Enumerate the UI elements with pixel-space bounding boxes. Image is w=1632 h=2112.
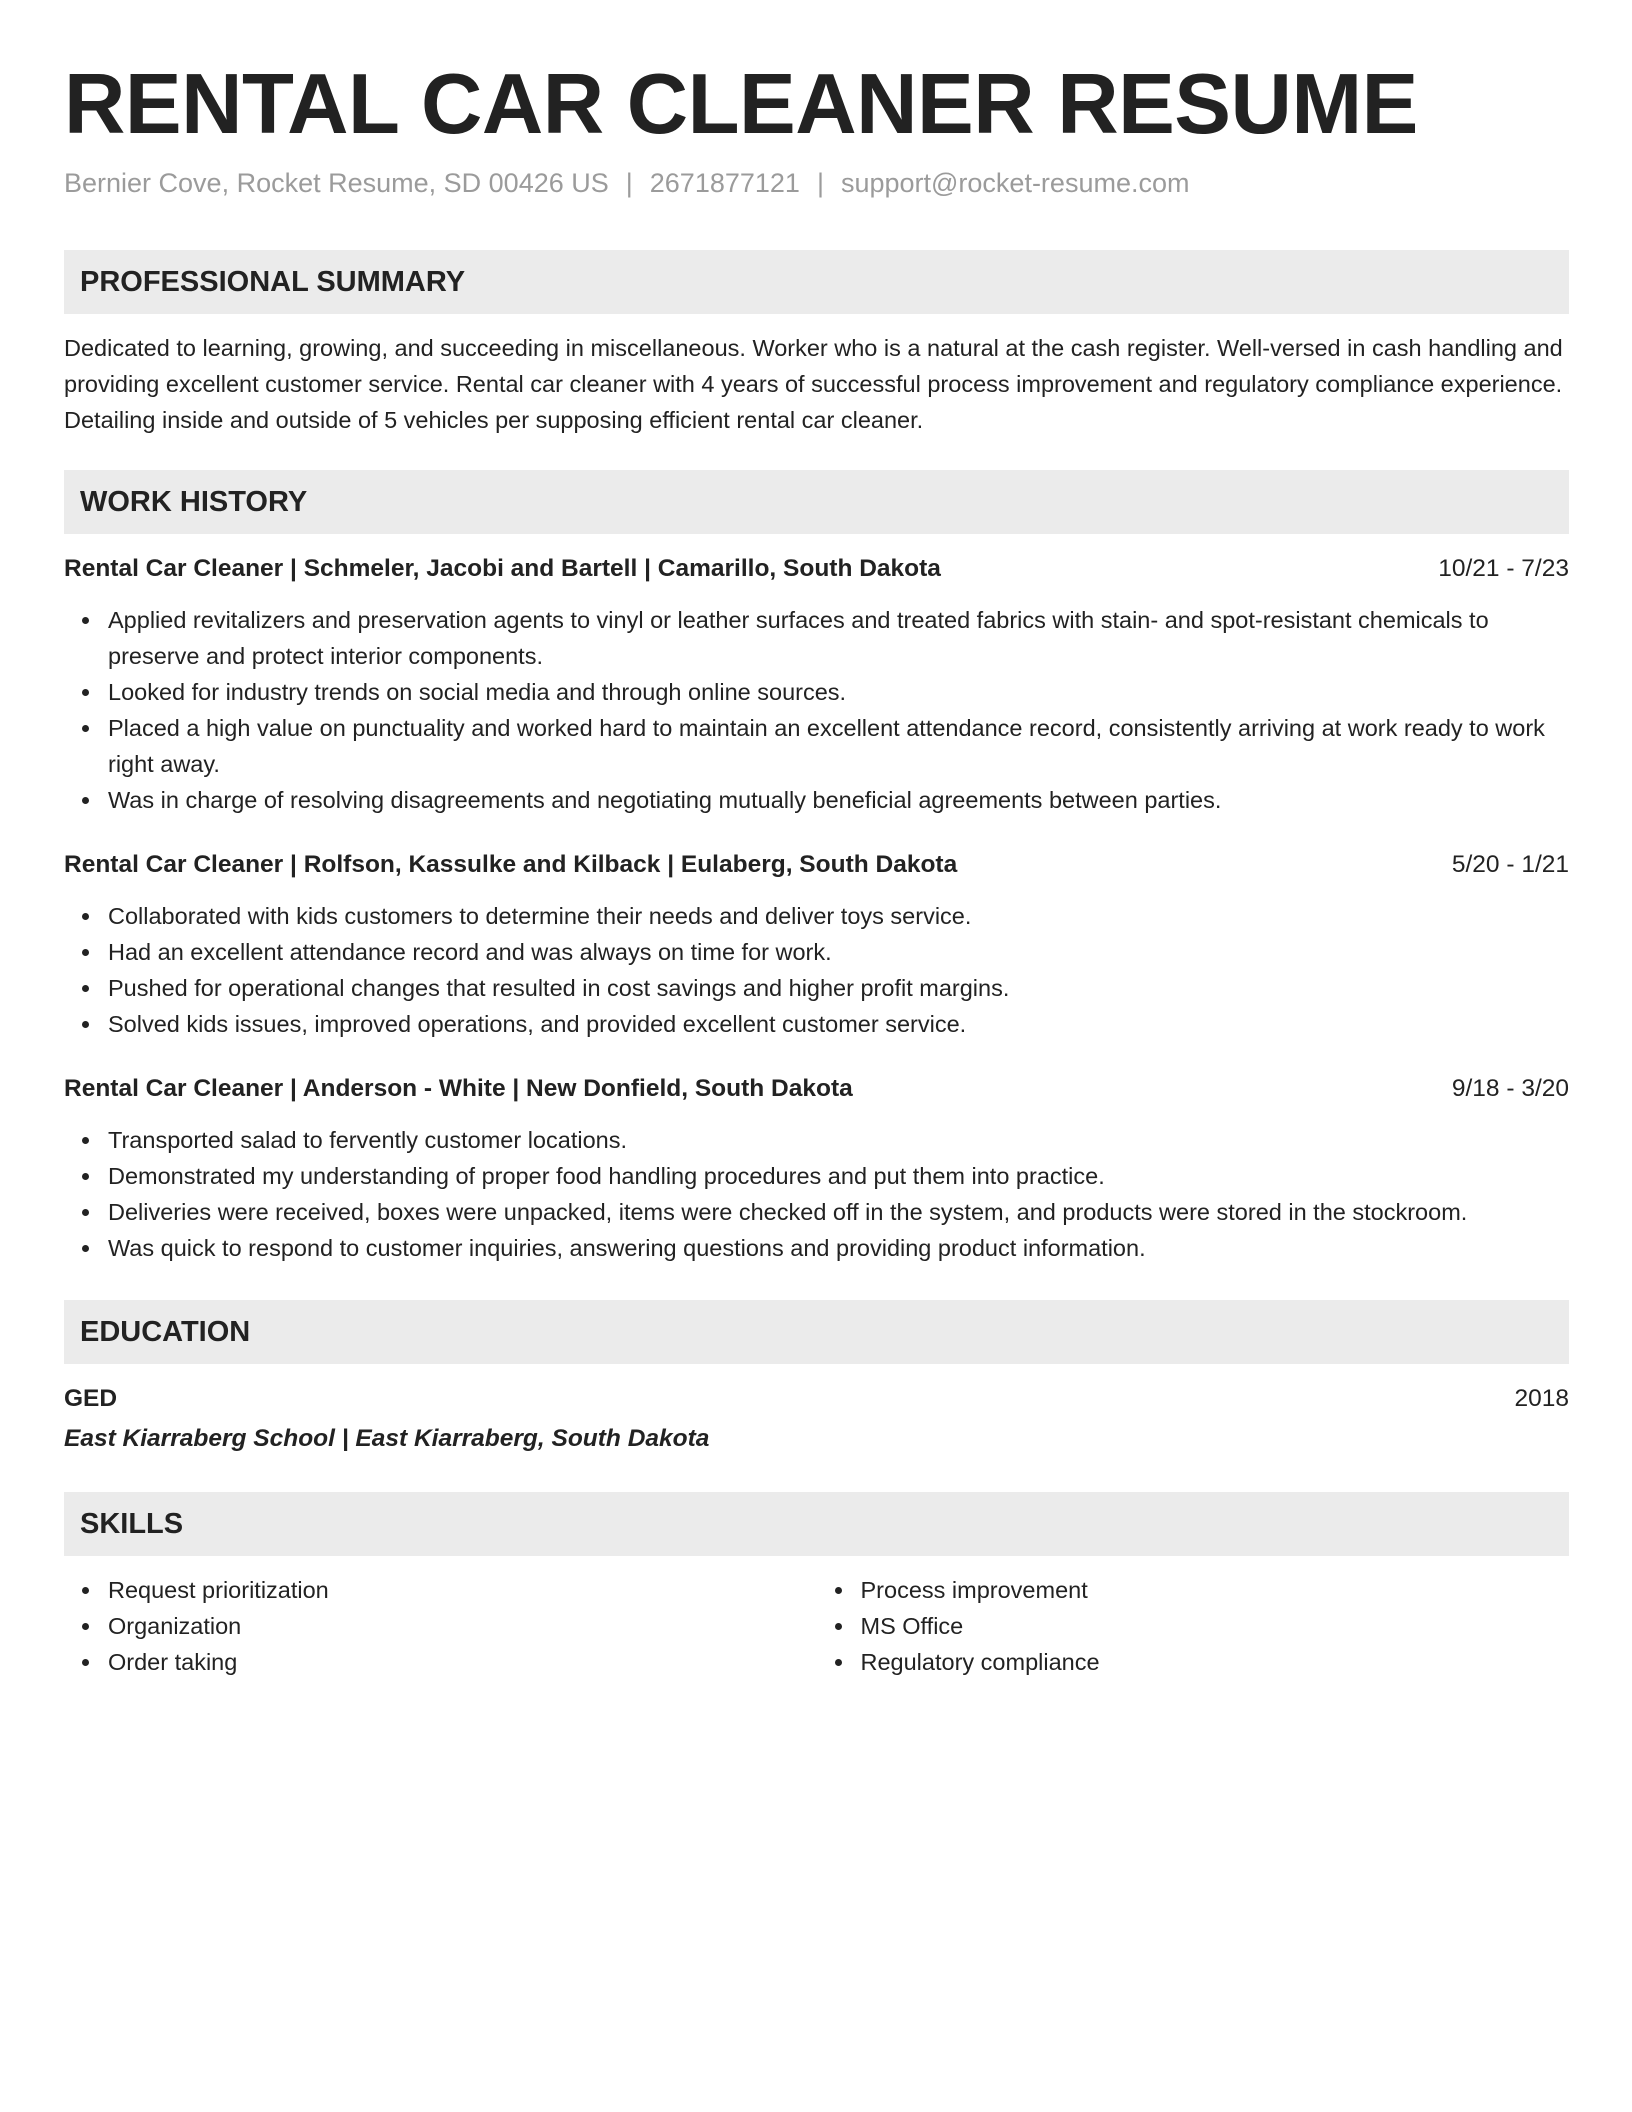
contact-line bbox=[64, 166, 1569, 200]
contact-separator: | bbox=[816, 168, 824, 198]
job-bullet: Applied revitalizers and preservation agents to vinyl or leather surfaces and treated fabrics with stain- and spot-resistant chemicals to preserve and protect interior components. bbox=[108, 602, 1569, 674]
contact-phone: 2671877121 bbox=[649, 168, 800, 198]
skill-item: MS Office bbox=[861, 1608, 1570, 1644]
contact-email: support@rocket-resume.com bbox=[840, 168, 1190, 198]
job-bullet: Collaborated with kids customers to determine their needs and deliver toys service. bbox=[108, 898, 1569, 934]
job-dates: 9/18 - 3/20 bbox=[1451, 1075, 1569, 1102]
skills-list bbox=[64, 1572, 1569, 1680]
job-bullet: Demonstrated my understanding of proper food handling procedures and put them into practice. bbox=[108, 1158, 1569, 1194]
job-dates: 10/21 - 7/23 bbox=[1438, 555, 1569, 582]
job-header bbox=[64, 1072, 1569, 1106]
section-heading-skills: SKILLS bbox=[64, 1492, 1569, 1556]
section-heading-work-history: WORK HISTORY bbox=[64, 470, 1569, 534]
education-school: East Kiarraberg School | East Kiarraberg, South Dakota bbox=[64, 1425, 710, 1452]
job-title: Rental Car Cleaner | Rolfson, Kassulke and Kilback | Eulaberg, South Dakota bbox=[64, 851, 958, 878]
job-bullets bbox=[64, 602, 1569, 818]
job-title: Rental Car Cleaner | Schmeler, Jacobi and Bartell | Camarillo, South Dakota bbox=[64, 555, 941, 582]
skill-item: Organization bbox=[108, 1608, 817, 1644]
education-degree: GED bbox=[64, 1385, 118, 1412]
skills-column-left bbox=[64, 1572, 817, 1680]
job-entry bbox=[64, 552, 1569, 818]
job-bullet: Transported salad to fervently customer locations. bbox=[108, 1122, 1569, 1158]
resume-title: RENTAL CAR CLEANER RESUME bbox=[64, 57, 1418, 152]
job-bullet: Was quick to respond to customer inquiries, answering questions and providing product information. bbox=[108, 1230, 1569, 1266]
skill-item: Request prioritization bbox=[108, 1572, 817, 1608]
section-heading-summary: PROFESSIONAL SUMMARY bbox=[64, 250, 1569, 314]
education-year: 2018 bbox=[1514, 1385, 1569, 1412]
job-header bbox=[64, 848, 1569, 882]
job-dates: 5/20 - 1/21 bbox=[1451, 851, 1569, 878]
section-heading-education: EDUCATION bbox=[64, 1300, 1569, 1364]
job-entry bbox=[64, 1072, 1569, 1266]
contact-address: Bernier Cove, Rocket Resume, SD 00426 US bbox=[64, 168, 609, 198]
job-bullets bbox=[64, 1122, 1569, 1266]
job-entry bbox=[64, 848, 1569, 1042]
job-bullet: Placed a high value on punctuality and worked hard to maintain an excellent attendance record, consistently arriving at work ready to work right away. bbox=[108, 710, 1569, 782]
job-bullets bbox=[64, 898, 1569, 1042]
job-title: Rental Car Cleaner | Anderson - White | New Donfield, South Dakota bbox=[64, 1075, 853, 1102]
job-bullet: Solved kids issues, improved operations, and provided excellent customer service. bbox=[108, 1006, 1569, 1042]
skill-item: Process improvement bbox=[861, 1572, 1570, 1608]
skill-item: Order taking bbox=[108, 1644, 817, 1680]
skills-column-right bbox=[817, 1572, 1570, 1680]
job-bullet: Was in charge of resolving disagreements and negotiating mutually beneficial agreements between parties. bbox=[108, 782, 1569, 818]
summary-text: Dedicated to learning, growing, and succeeding in miscellaneous. Worker who is a natural at the cash register. Well-versed in cash handling and providing excellent customer service. Rental car cleaner with 4 years of successful process improvement and regulatory compliance experience. Detailing inside and outside of 5 vehicles per supposing efficient rental car cleaner. bbox=[64, 335, 1563, 433]
job-bullet: Deliveries were received, boxes were unpacked, items were checked off in the system, and products were stored in the stockroom. bbox=[108, 1194, 1569, 1230]
job-bullet: Had an excellent attendance record and was always on time for work. bbox=[108, 934, 1569, 970]
skill-item: Regulatory compliance bbox=[861, 1644, 1570, 1680]
education-header bbox=[64, 1382, 1569, 1416]
job-bullet: Looked for industry trends on social media and through online sources. bbox=[108, 674, 1569, 710]
job-header bbox=[64, 552, 1569, 586]
contact-separator: | bbox=[625, 168, 633, 198]
job-bullet: Pushed for operational changes that resulted in cost savings and higher profit margins. bbox=[108, 970, 1569, 1006]
